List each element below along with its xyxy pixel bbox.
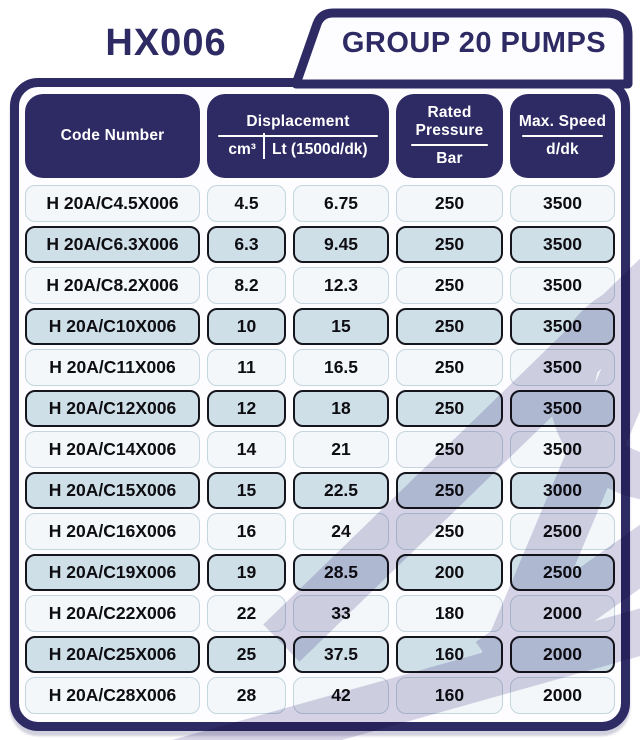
displacement-lt-cell: 21 (293, 431, 389, 468)
displacement-cm3-cell: 10 (207, 308, 286, 345)
speed-cell: 3500 (510, 431, 615, 468)
column-header-pressure (396, 94, 503, 178)
pressure-cell: 250 (396, 431, 503, 468)
displacement-divider-line (218, 135, 378, 137)
pressure-cell: 200 (396, 554, 503, 591)
displacement-lt-cell: 37.5 (293, 636, 389, 673)
displacement-lt-cell: 42 (293, 677, 389, 714)
speed-cell: 3500 (510, 308, 615, 345)
table-row (25, 472, 615, 509)
displacement-lt-cell: 18 (293, 390, 389, 427)
table-row (25, 390, 615, 427)
displacement-lt-cell: 12.3 (293, 267, 389, 304)
pressure-cell: 250 (396, 472, 503, 509)
code-cell: H 20A/C14X006 (25, 431, 200, 468)
pressure-unit: Bar (436, 150, 463, 167)
displacement-lt-cell: 28.5 (293, 554, 389, 591)
column-header-displacement (207, 94, 389, 178)
speed-cell: 3000 (510, 472, 615, 509)
pressure-cell: 250 (396, 349, 503, 386)
displacement-lt-cell: 22.5 (293, 472, 389, 509)
pressure-cell: 250 (396, 226, 503, 263)
speed-cell: 3500 (510, 185, 615, 222)
table-row (25, 677, 615, 714)
displacement-cm3-cell: 16 (207, 513, 286, 550)
displacement-lt-cell: 9.45 (293, 226, 389, 263)
displacement-lt-cell: 6.75 (293, 185, 389, 222)
pressure-cell: 250 (396, 390, 503, 427)
speed-cell: 3500 (510, 390, 615, 427)
pressure-cell: 250 (396, 308, 503, 345)
table-row (25, 431, 615, 468)
table-row (25, 554, 615, 591)
pressure-cell: 160 (396, 677, 503, 714)
displacement-cm3-cell: 8.2 (207, 267, 286, 304)
table-row (25, 267, 615, 304)
displacement-cm3-cell: 4.5 (207, 185, 286, 222)
displacement-unit-cm3: cm³ (228, 141, 256, 158)
displacement-unit-lt: Lt (1500d/dk) (271, 141, 368, 158)
speed-divider-line (522, 135, 604, 137)
speed-cell: 3500 (510, 226, 615, 263)
displacement-lt-cell: 15 (293, 308, 389, 345)
speed-unit: d/dk (546, 141, 579, 158)
pressure-title: Rated Pressure (415, 104, 484, 139)
pressure-cell: 250 (396, 185, 503, 222)
code-cell: H 20A/C28X006 (25, 677, 200, 714)
group-tab-title: GROUP 20 PUMPS (341, 27, 607, 59)
code-cell: H 20A/C10X006 (25, 308, 200, 345)
code-cell: H 20A/C19X006 (25, 554, 200, 591)
pressure-cell: 180 (396, 595, 503, 632)
speed-cell: 3500 (510, 349, 615, 386)
table-row (25, 513, 615, 550)
table-row (25, 185, 615, 222)
speed-cell: 2500 (510, 554, 615, 591)
code-cell: H 20A/C12X006 (25, 390, 200, 427)
speed-cell: 2000 (510, 636, 615, 673)
page-title-model-code: HX006 (105, 22, 227, 64)
code-cell: H 20A/C11X006 (25, 349, 200, 386)
table-row (25, 595, 615, 632)
table-rows (25, 185, 615, 714)
pressure-divider-line (411, 144, 488, 146)
displacement-cm3-cell: 11 (207, 349, 286, 386)
code-cell: H 20A/C22X006 (25, 595, 200, 632)
speed-cell: 2000 (510, 677, 615, 714)
code-cell: H 20A/C25X006 (25, 636, 200, 673)
table-row (25, 636, 615, 673)
table-row (25, 349, 615, 386)
column-header-code-label: Code Number (60, 127, 165, 144)
displacement-lt-cell: 16.5 (293, 349, 389, 386)
displacement-cm3-cell: 14 (207, 431, 286, 468)
displacement-lt-cell: 33 (293, 595, 389, 632)
displacement-cm3-cell: 28 (207, 677, 286, 714)
code-cell: H 20A/C4.5X006 (25, 185, 200, 222)
displacement-unit-separator (263, 133, 265, 159)
displacement-cm3-cell: 6.3 (207, 226, 286, 263)
pressure-cell: 250 (396, 513, 503, 550)
table-row (25, 308, 615, 345)
displacement-cm3-cell: 12 (207, 390, 286, 427)
speed-cell: 3500 (510, 267, 615, 304)
table-frame (10, 78, 630, 731)
table-row (25, 226, 615, 263)
pressure-cell: 160 (396, 636, 503, 673)
speed-cell: 2000 (510, 595, 615, 632)
displacement-cm3-cell: 25 (207, 636, 286, 673)
displacement-cm3-cell: 22 (207, 595, 286, 632)
code-cell: H 20A/C6.3X006 (25, 226, 200, 263)
displacement-lt-cell: 24 (293, 513, 389, 550)
code-cell: H 20A/C8.2X006 (25, 267, 200, 304)
displacement-cm3-cell: 19 (207, 554, 286, 591)
column-header-speed (510, 94, 615, 178)
table-header-row (25, 94, 615, 178)
speed-cell: 2500 (510, 513, 615, 550)
displacement-title: Displacement (246, 113, 350, 130)
pressure-cell: 250 (396, 267, 503, 304)
column-header-code (25, 94, 200, 178)
code-cell: H 20A/C16X006 (25, 513, 200, 550)
code-cell: H 20A/C15X006 (25, 472, 200, 509)
speed-title: Max. Speed (518, 113, 607, 130)
displacement-cm3-cell: 15 (207, 472, 286, 509)
